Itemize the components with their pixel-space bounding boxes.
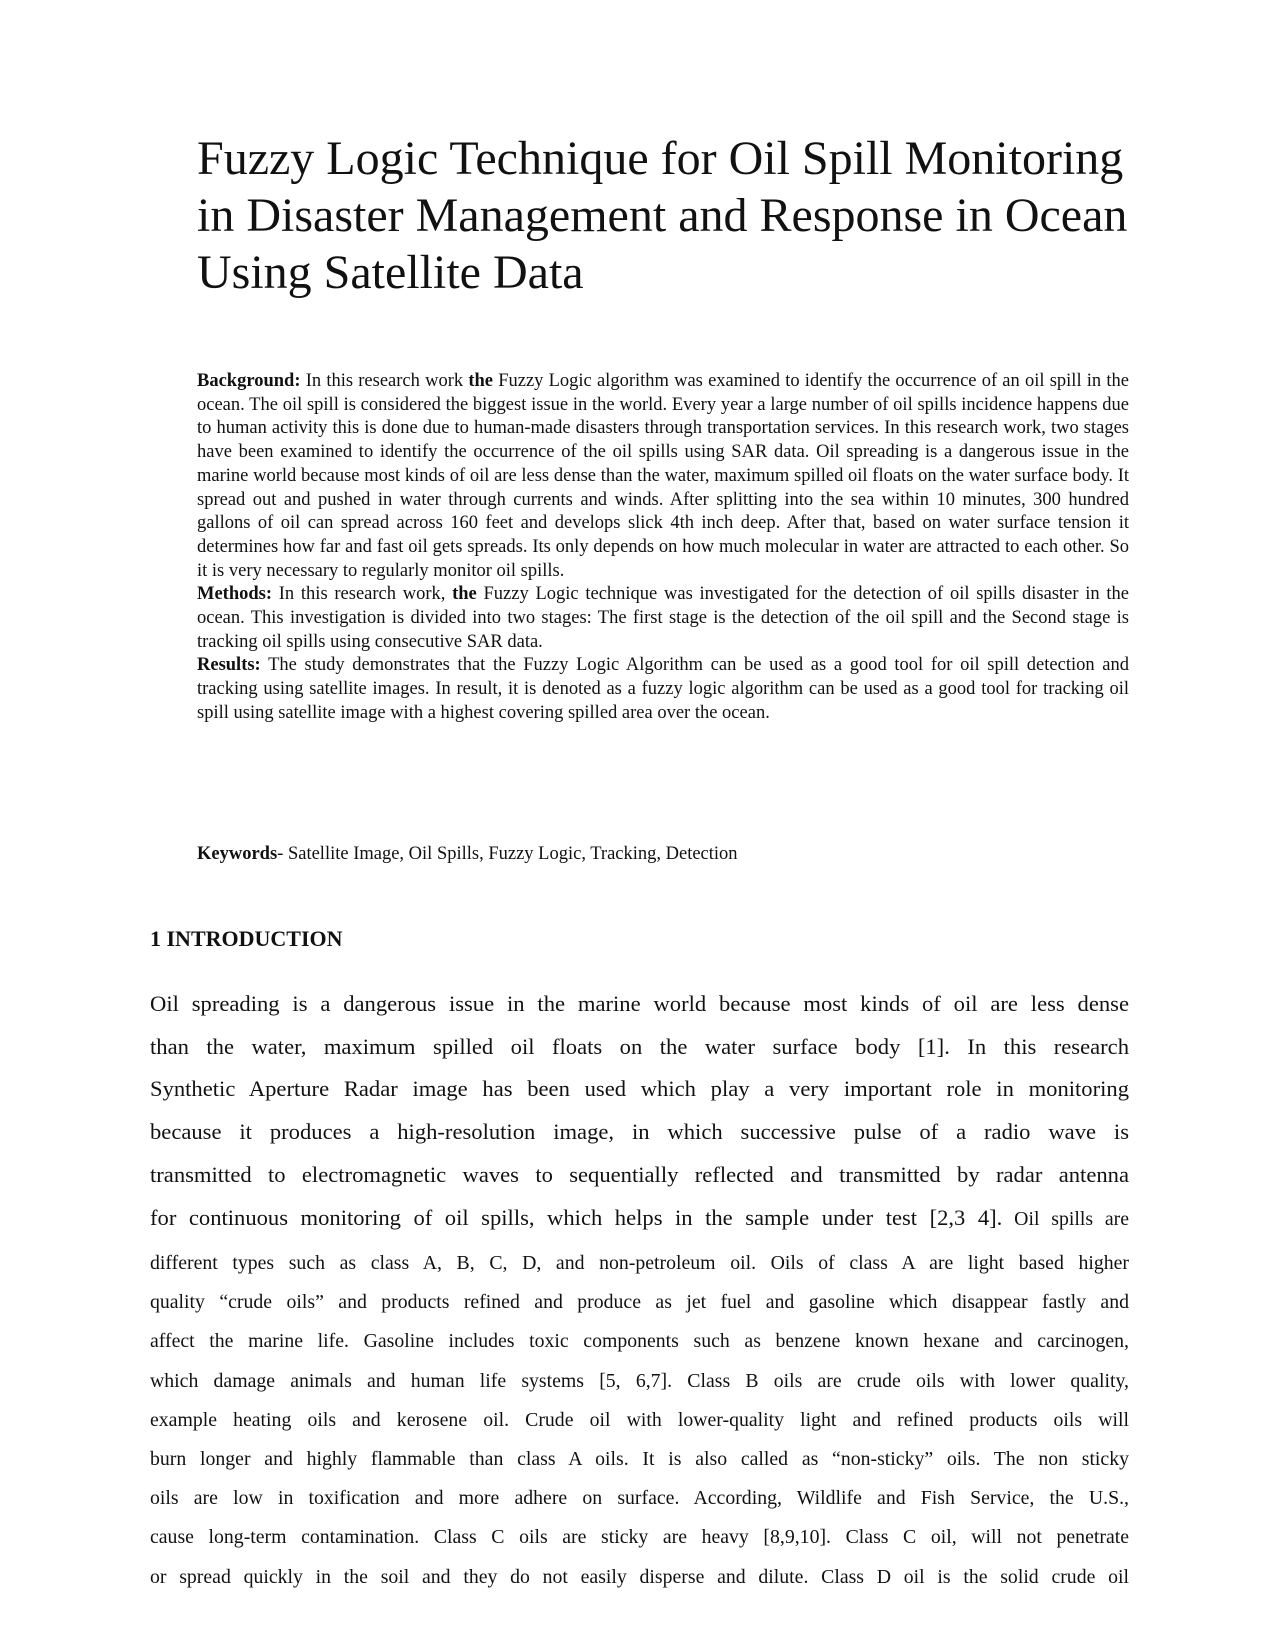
methods-text-start: In this research work, <box>272 584 453 605</box>
keywords-label: Keywords <box>197 844 278 864</box>
keywords-text: - Satellite Image, Oil Spills, Fuzzy Logic, Tracking, Detection <box>277 844 738 864</box>
background-label: Background: <box>197 371 301 391</box>
intro-line: cause long-term contamination. Class C oils are sticky are heavy [8,9,10]. Class C oil, will not penetrate <box>150 1526 1129 1549</box>
intro-line: transmitted to electromagnetic waves to sequentially reflected and transmitted by radar antenna <box>150 1161 1129 1187</box>
abstract <box>197 370 1129 726</box>
intro-line: quality “crude oils” and products refined and produce as jet fuel and gasoline which disappear fastly and <box>150 1291 1129 1314</box>
results-label: Results: <box>197 655 261 676</box>
intro-line: oils are low in toxification and more adhere on surface. According, Wildlife and Fish Service, the U.S., <box>150 1487 1129 1510</box>
intro-line: different types such as class A, B, C, D, and non-petroleum oil. Oils of class A are light based higher <box>150 1252 1129 1274</box>
intro-line: because it produces a high-resolution image, in which successive pulse of a radio wave is <box>150 1119 1129 1145</box>
methods-text: Fuzzy Logic technique was investigated for the detection of oil spills disaster in the ocean. This investigation is divided into two stages: The first stage is the detection of the oil spill and the Second stage is tracking oil spills using consecutive SAR data. <box>197 584 1129 652</box>
results-text: The study demonstrates that the Fuzzy Logic Algorithm can be used as a good tool for oil spill detection and tracking using satellite images. In result, it is denoted as a fuzzy logic algorithm can be used as a good tool for tracking oil spill using satellite image with a highest covering spilled area over the ocean. <box>197 655 1129 723</box>
background-text: Fuzzy Logic algorithm was examined to identify the occurrence of an oil spill in the ocean. The oil spill is considered the biggest issue in the world. Every year a large number of oil spills incidence happens due to human activity this is done due to human-made disasters through transportation services. In this research work, two stages have been examined to identify the occurrence of the oil spills using SAR data. Oil spreading is a dangerous issue in the marine world because most kinds of oil are less dense than the water, maximum spilled oil floats on the water surface body. It spread out and pushed in water through currents and winds. After splitting into the sea within 10 minutes, 300 hundred gallons of oil can spread across 160 feet and develops slick 4th inch deep. After that, based on water surface tension it determines how far and fast oil gets spreads. Its only depends on how much molecular in water are attracted to each other. So it is very necessary to regularly monitor oil spills. <box>197 371 1129 581</box>
background-bold-word: the <box>468 371 493 391</box>
abstract-background <box>197 370 1129 583</box>
intro-line: example heating oils and kerosene oil. Crude oil with lower-quality light and refined products oils will <box>150 1408 1129 1431</box>
methods-label: Methods: <box>197 584 273 605</box>
paper-title <box>197 130 1197 301</box>
intro-line: affect the marine life. Gasoline includes toxic components such as benzene known hexane and carcinogen, <box>150 1330 1129 1353</box>
methods-bold-word: the <box>452 584 477 605</box>
intro-line: Synthetic Aperture Radar image has been used which play a very important role in monitoring <box>150 1076 1129 1102</box>
intro-mixed-line <box>150 1197 1129 1241</box>
intro-line: Oil spreading is a dangerous issue in the marine world because most kinds of oil are less dense <box>150 991 1129 1016</box>
introduction-body-small <box>150 1244 1129 1597</box>
title-line: Using Satellite Data <box>197 246 584 299</box>
background-text-start: In this research work <box>300 371 469 391</box>
abstract-methods <box>197 583 1129 654</box>
intro-mixed-large-part: for continuous monitoring of oil spills, which helps in the sample under test [2,3 4]. <box>150 1204 1003 1230</box>
title-line: Fuzzy Logic Technique for Oil Spill Monitoring <box>197 132 1124 185</box>
intro-line: burn longer and highly flammable than class A oils. It is also called as “non-sticky” oils. The non sticky <box>150 1448 1129 1471</box>
intro-line: or spread quickly in the soil and they do not easily disperse and dilute. Class D oil is the solid crude oil <box>150 1565 1129 1588</box>
keywords <box>197 842 1129 866</box>
intro-line: than the water, maximum spilled oil floats on the water surface body [1]. In this research <box>150 1033 1129 1059</box>
title-line: in Disaster Management and Response in Ocean <box>197 189 1128 242</box>
abstract-results <box>197 654 1129 725</box>
introduction-body-large <box>150 983 1129 1240</box>
intro-mixed-small-part: Oil spills are <box>1002 1207 1129 1230</box>
intro-line: which damage animals and human life systems [5, 6,7]. Class B oils are crude oils with lower quality, <box>150 1369 1129 1392</box>
section-heading-introduction: 1 INTRODUCTION <box>150 926 343 951</box>
